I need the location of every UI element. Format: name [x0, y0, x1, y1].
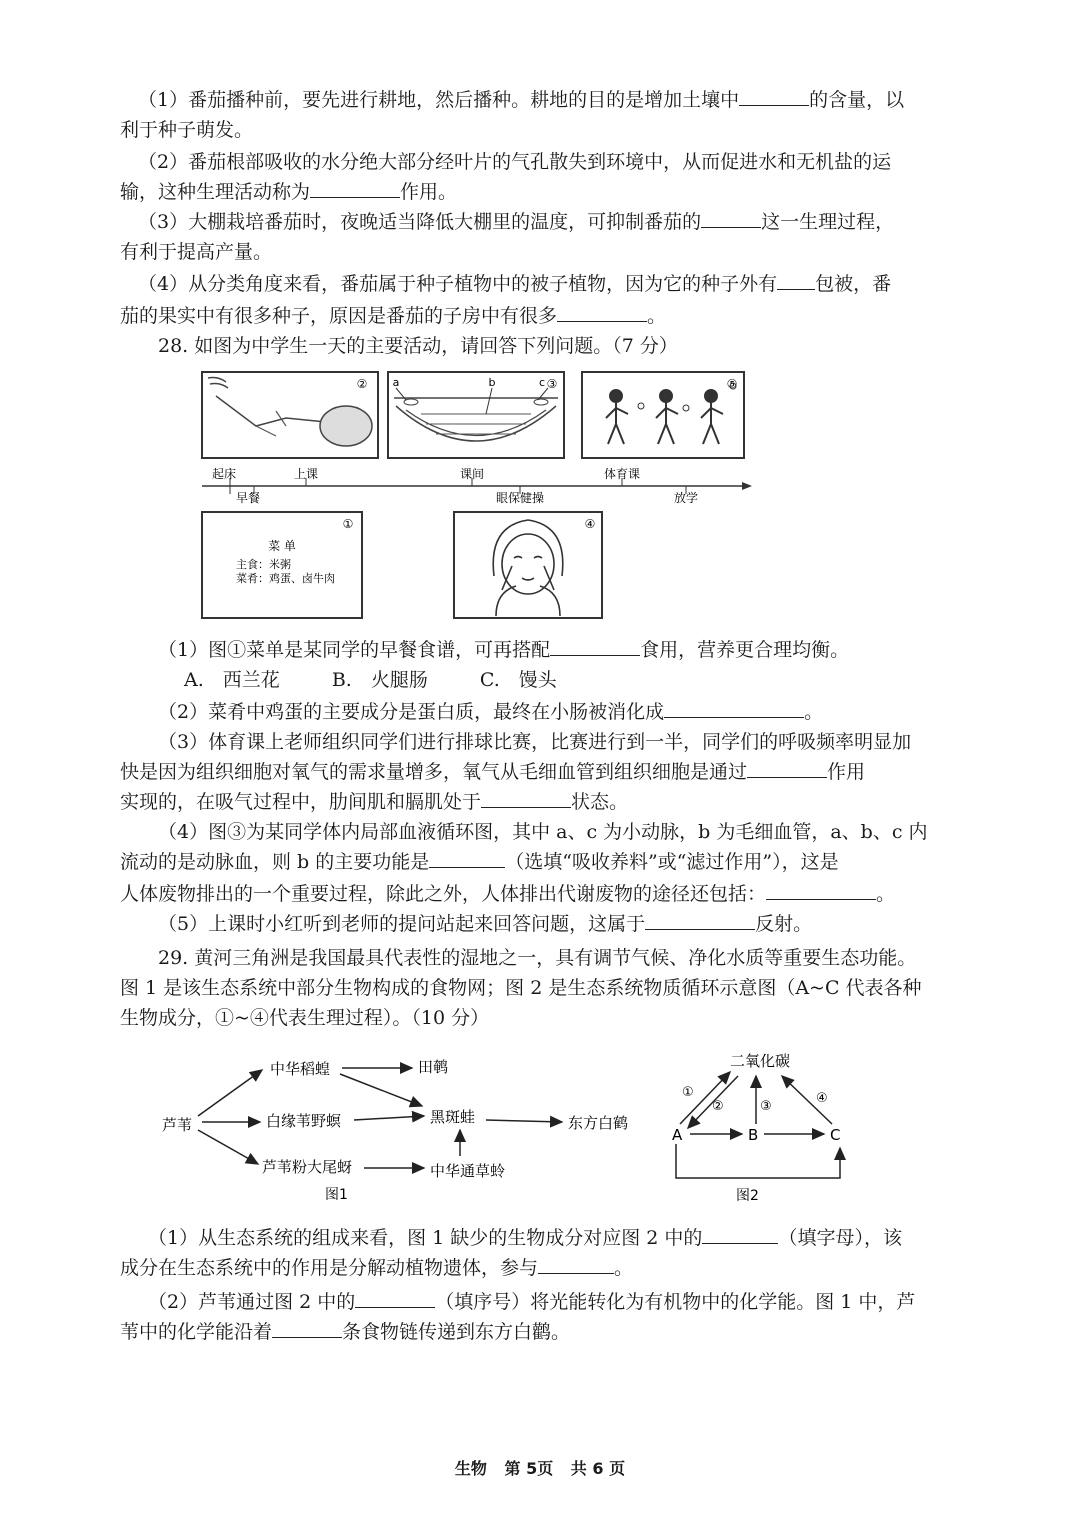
answer-blank[interactable] [645, 911, 755, 930]
q28-sub-4b: 流动的是动脉血，则 b 的主要功能是 （选填“吸收养料”或“滤过作用”），这是 [120, 851, 839, 873]
q29-sub-2b: 苇中的化学能沿着 条食物链传递到东方白鹳。 [120, 1321, 571, 1343]
option-b[interactable]: B. 火腿肠 [331, 669, 428, 691]
timeline-label: 早餐 [235, 491, 261, 505]
q29-sub-1a: （1）从生态系统的组成来看，图 1 缺少的生物成分对应图 2 中的 （填字母），该 [148, 1227, 902, 1249]
q28-sub-2: （2）菜肴中鸡蛋的主要成分是蛋白质，最终在小肠被消化成 。 [158, 701, 824, 723]
process-label: ④ [816, 1091, 828, 1106]
q29-sub-1b: 成分在生态系统中的作用是分解动植物遗体，参与 。 [120, 1257, 634, 1279]
answer-blank[interactable] [739, 87, 809, 106]
q29-intro-3: 生物成分，①~④代表生理过程）。（10 分） [120, 1007, 490, 1029]
fig1-caption: 图1 [325, 1187, 348, 1203]
footer-page: 第 5页 [504, 1459, 554, 1478]
node-reed: 芦苇 [162, 1116, 193, 1134]
menu-dishes: 菜肴：鸡蛋、卤牛肉 [236, 572, 335, 585]
page-footer [0, 1456, 1080, 1479]
q27-line-4: 输，这种生理活动称为 作用。 [120, 181, 458, 203]
brain-icon [320, 406, 372, 446]
vessel-label: c [538, 376, 546, 389]
q28-options [184, 666, 603, 694]
q28-sub-3b: 快是因为组织细胞对氧气的需求量增多，氧气从毛细血管到组织细胞是通过 作用 [120, 761, 866, 783]
answer-blank[interactable] [538, 1255, 614, 1274]
q28-sub-3a: （3）体育课上老师组织同学们进行排球比赛，比赛进行到一半，同学们的呼吸频率明显加 [158, 731, 912, 753]
q28-daily-activity-figure [196, 366, 756, 626]
menu-staple: 主食：米粥 [236, 558, 291, 571]
answer-blank[interactable] [766, 881, 876, 900]
q27-line-7: （4）从分类角度来看，番茄属于种子植物中的被子植物，因为它的种子外有 包被，番 [138, 273, 892, 295]
carbon-cycle-arrows [676, 1072, 840, 1178]
fig2-caption: 图2 [736, 1188, 759, 1204]
vessel-label: b [488, 376, 496, 389]
node-frog: 黑斑蛙 [430, 1108, 476, 1126]
answer-blank[interactable] [777, 271, 815, 290]
timeline-label: 起床 [211, 467, 237, 481]
node-b: B [748, 1126, 759, 1144]
box-number: ② [356, 377, 368, 391]
q28-sub-1: （1）图①菜单是某同学的早餐食谱，可再搭配 食用，营养更合理均衡。 [158, 639, 850, 661]
node-moth: 白缘苇野螟 [266, 1112, 342, 1130]
option-a[interactable]: A. 西兰花 [184, 669, 280, 691]
q27-line-6: 有利于提高产量。 [120, 241, 273, 263]
node-stork: 东方白鹤 [568, 1114, 629, 1132]
answer-blank[interactable] [310, 179, 400, 198]
q28-sub-3c: 实现的，在吸气过程中，肋间肌和膈肌处于 状态。 [120, 791, 629, 813]
node-aphid: 芦苇粉大尾蚜 [262, 1158, 353, 1176]
q27-line-3: （2）番茄根部吸收的水分绝大部分经叶片的气孔散失到环境中，从而促进水和无机盐的运 [138, 151, 892, 173]
box-number: ③ [546, 377, 558, 391]
q29-sub-2a: （2）芦苇通过图 2 中的 （填序号）将光能转化为有机物中的化学能。图 1 中，芦 [148, 1291, 916, 1313]
node-c: C [830, 1126, 841, 1144]
box-number: ⑤ [726, 377, 738, 391]
q29-intro-1: 29. 黄河三角洲是我国最具代表性的湿地之一，具有调节气候、净化水质等重要生态功能。 [158, 947, 917, 969]
answer-blank[interactable] [557, 303, 647, 322]
q29-food-web-figure [150, 1044, 650, 1214]
answer-blank[interactable] [664, 699, 804, 718]
timeline-label: 眼保健操 [495, 491, 545, 505]
box-eye-exercise [454, 512, 602, 618]
answer-blank[interactable] [429, 849, 505, 868]
timeline-label: 上课 [293, 467, 319, 481]
box-blood-vessels [388, 372, 564, 458]
option-c[interactable]: C. 馒头 [479, 669, 557, 691]
node-grasshopper: 中华稻蝗 [270, 1060, 331, 1078]
timeline-label: 放学 [673, 491, 699, 505]
food-web-arrows [198, 1068, 562, 1168]
box-number: ① [342, 517, 354, 531]
timeline-label: 体育课 [603, 467, 641, 481]
answer-blank[interactable] [702, 1225, 778, 1244]
footer-total: 共 6 页 [570, 1459, 626, 1478]
answer-blank[interactable] [481, 789, 571, 808]
footer-subject: 生物 [454, 1459, 487, 1478]
q29-carbon-cycle-figure [660, 1044, 860, 1214]
answer-blank[interactable] [550, 637, 640, 656]
q28-sub-5: （5）上课时小红听到老师的提问站起来回答问题，这属于 反射。 [158, 913, 813, 935]
node-co2: 二氧化碳 [729, 1052, 791, 1070]
process-label: ② [712, 1099, 724, 1114]
menu-title: 菜 单 [268, 539, 296, 553]
q27-line-8: 茄的果实中有很多种子，原因是番茄的子房中有很多 。 [120, 305, 667, 327]
box-volleyball [582, 372, 744, 458]
box-number: ④ [584, 517, 596, 531]
vessel-label: a [392, 376, 400, 389]
q28-title: 28. 如图为中学生一天的主要活动，请回答下列问题。（7 分） [158, 335, 678, 357]
q28-sub-4c: 人体废物排出的一个重要过程，除此之外，人体排出代谢废物的途径还包括： 。 [120, 883, 896, 905]
q27-line-2: 利于种子萌发。 [120, 119, 254, 141]
answer-blank[interactable] [701, 209, 761, 228]
node-a: A [672, 1126, 683, 1144]
process-label: ③ [760, 1099, 772, 1114]
node-lacewing: 中华通草蛉 [430, 1162, 506, 1180]
process-label: ① [682, 1085, 694, 1100]
node-quail: 田鹌 [418, 1058, 449, 1076]
q29-intro-2: 图 1 是该生态系统中部分生物构成的食物网；图 2 是生态系统物质循环示意图（A~C 代表各种 [120, 977, 922, 999]
timeline-label: 课间 [459, 467, 485, 481]
answer-blank[interactable] [747, 759, 827, 778]
answer-blank[interactable] [355, 1289, 435, 1308]
q28-sub-4a: （4）图③为某同学体内局部血液循环图，其中 a、c 为小动脉，b 为毛细血管，a、b、c 内 [158, 821, 928, 843]
q27-line-1: （1）番茄播种前，要先进行耕地，然后播种。耕地的目的是增加土壤中 的含量，以 [138, 89, 905, 111]
arrow-right-icon [742, 482, 752, 490]
q27-line-5: （3）大棚栽培番茄时，夜晚适当降低大棚里的温度，可抑制番茄的 这一生理过程， [138, 211, 895, 233]
answer-blank[interactable] [272, 1319, 342, 1338]
